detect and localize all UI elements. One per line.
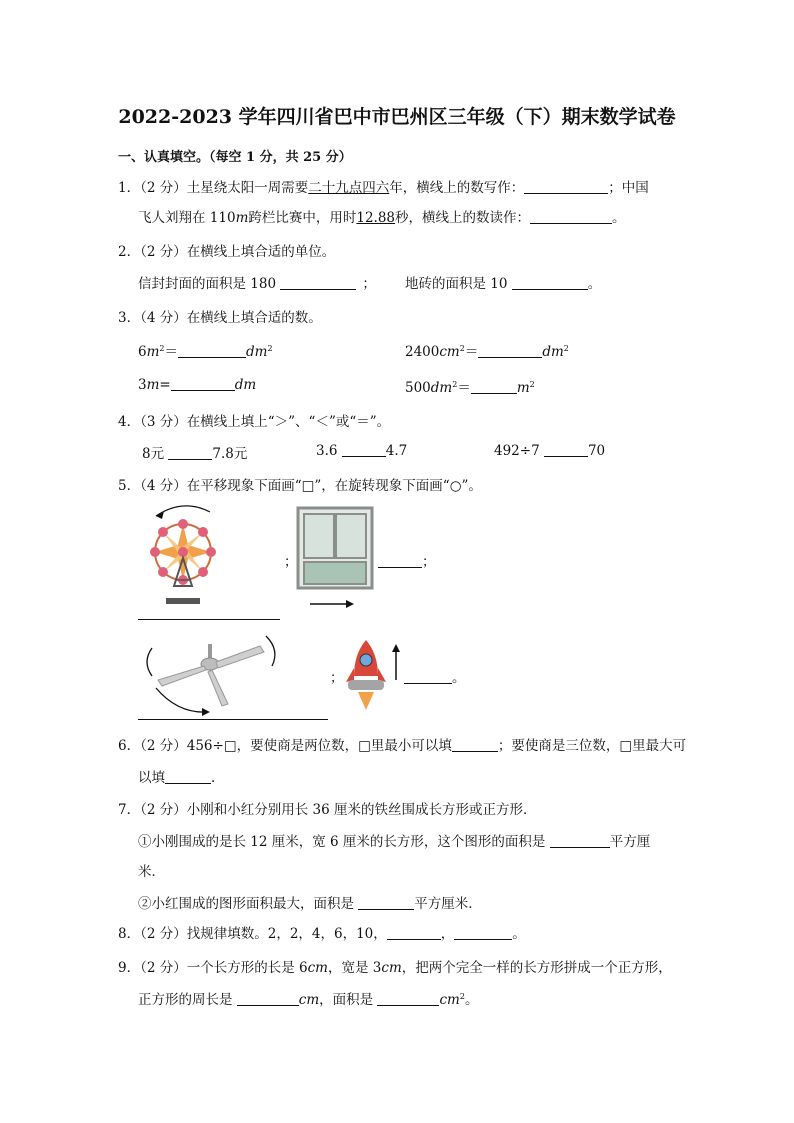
q6-text-b: ；要使商是三位数，□里最大可: [497, 738, 687, 754]
q7-blank-2[interactable]: [358, 895, 414, 910]
q2-right-text: 地砖的面积是 10: [405, 276, 508, 292]
q5-item-2-answer: [378, 550, 436, 570]
q5-answer-line-1[interactable]: [138, 619, 280, 620]
q1-text-e: 跨栏比赛中，用时: [248, 210, 357, 226]
q1-underlined-number: 二十九点四六: [308, 180, 390, 196]
q3-unit: dm: [542, 344, 564, 360]
q4-a-left: 8元: [142, 446, 165, 462]
q7-sub-1: [138, 830, 650, 850]
question-6-line-1: [118, 734, 686, 754]
question-1-line-2: [138, 206, 626, 226]
q4-c-right: 70: [587, 443, 606, 459]
q2-left-end: ；: [362, 276, 376, 292]
q9-unit: cm: [439, 992, 460, 1008]
q4-number: 4．（3 分）: [118, 414, 187, 430]
q8-blank-1[interactable]: [387, 925, 441, 940]
q3-sq: 2: [563, 344, 569, 353]
q1-text-g: 。: [612, 210, 626, 226]
q3-unit: m: [516, 380, 530, 396]
q1-underlined-time: 12.88: [356, 210, 396, 226]
q4-b-right: 4.7: [385, 443, 408, 459]
q1-number: 1．（2 分）: [118, 180, 187, 196]
q3-eq: ＝: [464, 344, 479, 360]
q3-unit: m: [146, 377, 160, 393]
q1-unit-m: m: [235, 210, 249, 226]
q5-separator: ；: [330, 670, 344, 686]
q6-blank-2[interactable]: [165, 769, 211, 784]
q7-sub1-unit: 平方厘: [609, 834, 651, 850]
q5-text: 在平移现象下面画“□”，在旋转现象下面画“○”。: [186, 478, 482, 494]
q9-text-c: ，把两个完全一样的长方形拼成一个正方形，: [401, 960, 672, 976]
q2-left-item: [138, 272, 376, 292]
q7-text: 小刚和小红分别用长 36 厘米的铁丝围成长方形或正方形．: [186, 802, 537, 818]
q7-number: 7．（2 分）: [118, 802, 187, 818]
q8-text: 找规律填数。2，2，4，6，10，: [186, 926, 387, 942]
sliding-window-illustration: [296, 506, 374, 612]
q6-blank-1[interactable]: [452, 737, 498, 752]
q3-value: 2400: [405, 344, 440, 360]
q3-blank-3[interactable]: [171, 376, 235, 391]
q1-text-c: ；中国: [608, 180, 649, 196]
q2-text: 在横线上填合适的单位。: [186, 244, 336, 260]
q5-answer-line-3[interactable]: [138, 719, 328, 720]
q7-sub2-text: ②小红围成的图形面积最大，面积是: [138, 896, 354, 912]
q3-value: 500: [405, 380, 431, 396]
q9-blank-1[interactable]: [237, 991, 299, 1006]
q8-blank-2[interactable]: [454, 925, 512, 940]
q9-unit: cm: [307, 960, 328, 976]
q9-text-b: ，宽是 3: [328, 960, 382, 976]
q3-number: 3．（4 分）: [118, 310, 187, 326]
q6-text-d: ．: [211, 770, 225, 786]
q3-sq: 2: [459, 344, 465, 353]
q9-unit: cm: [381, 960, 402, 976]
q4-blank-3[interactable]: [544, 442, 588, 457]
q9-blank-2[interactable]: [377, 991, 439, 1006]
q4-c-left: 492÷7: [494, 443, 540, 459]
q3-unit: dm: [246, 344, 268, 360]
q1-blank-2[interactable]: [530, 209, 612, 224]
q6-text-c: 以填: [138, 770, 165, 786]
q3-eq: ＝: [164, 344, 178, 360]
q2-blank-2[interactable]: [512, 275, 588, 290]
q5-item-4-answer: [404, 666, 466, 686]
q9-unit: cm: [298, 992, 320, 1008]
q4-item-2: [316, 442, 407, 459]
q4-a-right: 7.8元: [212, 446, 248, 462]
q8-number: 8．（2 分）: [118, 926, 187, 942]
question-9-line-1: [118, 956, 672, 976]
q2-right-end: 。: [587, 276, 602, 292]
q5-answer-line-2[interactable]: [378, 553, 422, 568]
q3-sq: 2: [267, 344, 273, 353]
q6-text-a: 456÷□，要使商是两位数，□里最小可以填: [186, 738, 452, 754]
q1-text-f: 秒，横线上的数读作：: [395, 210, 531, 226]
q5-separator: ；: [422, 554, 436, 570]
q3-unit: m: [146, 344, 160, 360]
q9-text-e: ，面积是: [319, 992, 374, 1008]
q7-sub1-text: ①小刚围成的是长 12 厘米，宽 6 厘米的长方形，这个图形的面积是: [138, 834, 546, 850]
q3-unit: dm: [234, 377, 257, 393]
q3-item-1: [138, 340, 273, 360]
q2-number: 2．（2 分）: [118, 244, 187, 260]
q4-item-3: [494, 442, 605, 459]
q6-number: 6．（2 分）: [118, 738, 187, 754]
q3-sq: 2: [452, 380, 458, 389]
q2-blank-1[interactable]: [280, 275, 356, 290]
q4-b-left: 3.6: [316, 443, 338, 459]
q9-text-a: 一个长方形的长是 6: [186, 960, 308, 976]
q4-item-1: [142, 442, 247, 462]
q3-eq: =: [159, 377, 171, 393]
q3-item-2: [405, 340, 569, 360]
page-title: 2022-2023 学年四川省巴中市巴州区三年级（下）期末数学试卷: [118, 106, 676, 128]
q7-sub2-unit: 平方厘米．: [414, 896, 482, 912]
q1-text-a: 土星绕太阳一周需要: [186, 180, 309, 196]
q3-blank-1[interactable]: [178, 343, 246, 358]
q3-unit: cm: [439, 344, 460, 360]
q5-number: 5．（4 分）: [118, 478, 187, 494]
q9-number: 9．（2 分）: [118, 960, 187, 976]
question-9-line-2: [138, 988, 478, 1008]
q3-item-3: [138, 376, 256, 393]
q9-text-d: 正方形的周长是: [138, 992, 233, 1008]
q3-blank-4[interactable]: [471, 379, 517, 394]
q1-text-b: 年，横线上的数写作：: [389, 180, 525, 196]
q2-right-item: [405, 272, 601, 292]
q3-sq: 2: [159, 344, 165, 353]
q3-value: 6: [138, 344, 147, 360]
q1-blank-1[interactable]: [524, 179, 608, 194]
question-2: [118, 240, 335, 260]
q7-sub1-unit-cont: 米．: [138, 864, 165, 880]
question-6-line-2: [138, 766, 225, 786]
q3-sq: 2: [529, 380, 535, 389]
question-4: [118, 410, 390, 430]
q4-blank-1[interactable]: [168, 445, 212, 460]
q3-blank-2[interactable]: [478, 343, 542, 358]
q8-comma: ，: [440, 926, 455, 942]
ceiling-fan-illustration: [138, 626, 284, 720]
question-8: [118, 922, 526, 942]
question-7: [118, 798, 537, 818]
q5-answer-line-4[interactable]: [404, 669, 452, 684]
question-1-line-1: [118, 176, 649, 196]
rocket-illustration: [342, 636, 404, 712]
q3-value: 3: [138, 377, 147, 393]
q7-sub-2: [138, 892, 482, 912]
q1-text-d: 飞人刘翔在 110: [138, 210, 236, 226]
question-3: [118, 306, 322, 326]
question-5: [118, 474, 482, 494]
q8-end: 。: [512, 926, 526, 942]
ferris-wheel-illustration: [138, 500, 228, 612]
q5-separator: ；: [284, 554, 298, 570]
q2-left-text: 信封封面的面积是 180: [138, 276, 277, 292]
q4-blank-2[interactable]: [342, 442, 386, 457]
q4-text: 在横线上填上“＞”、“＜”或“＝”。: [186, 414, 391, 430]
q3-text: 在横线上填合适的数。: [186, 310, 322, 326]
q3-eq: ＝: [457, 380, 471, 396]
section-heading: 一、认真填空。（每空 1 分，共 25 分）: [118, 150, 352, 165]
q5-end: 。: [452, 670, 466, 686]
q9-sq: 2: [459, 992, 465, 1001]
q3-unit: dm: [430, 380, 453, 396]
q9-end: 。: [464, 992, 479, 1008]
q3-item-4: [405, 376, 535, 396]
q7-blank-1[interactable]: [550, 833, 610, 848]
